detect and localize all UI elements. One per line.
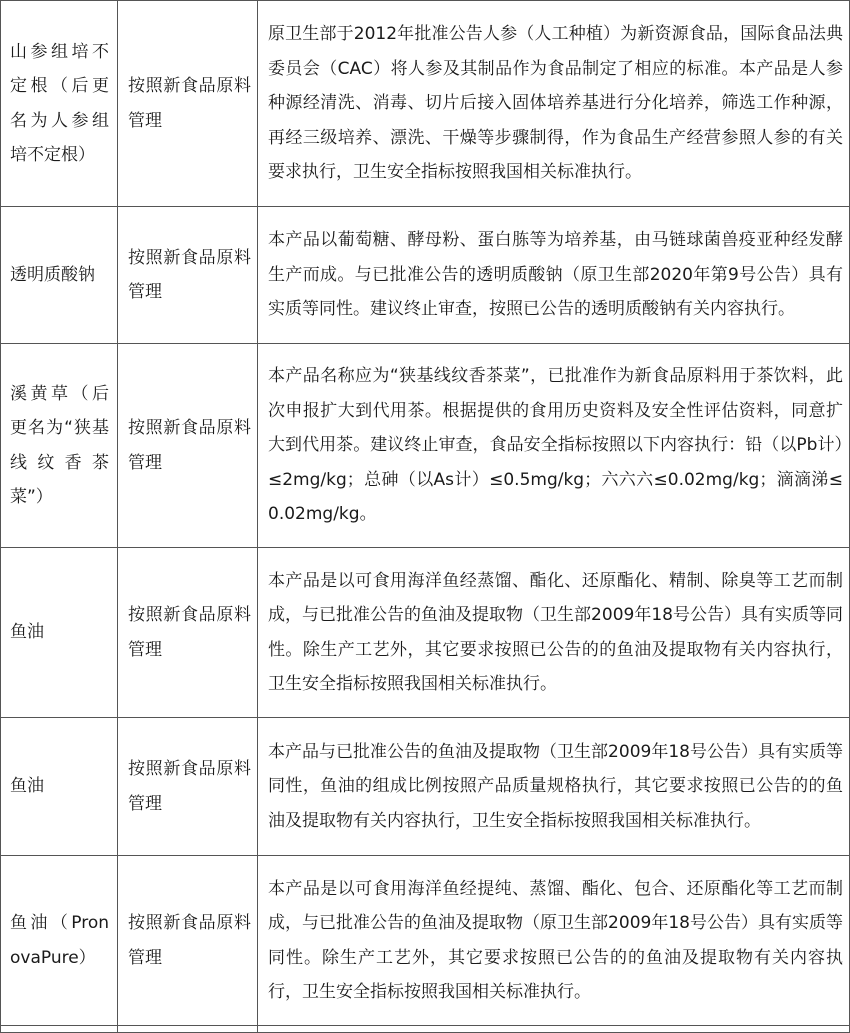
- description-cell: 本产品以葡萄糖、酵母粉、蛋白胨等为培养基，由马链球菌兽疫亚种经发酵生产而成。与已批准公告的透明质酸钠（原卫生部2020年第9号公告）具有实质等同性。建议终止审查，按照已公告的透明质酸钠有关内容执行。: [258, 207, 850, 344]
- product-name-cell: 鱼油: [1, 548, 118, 718]
- table-row: [1, 856, 850, 1026]
- description-cell: 本产品是以可食用海洋鱼经提纯、蒸馏、酯化、包合、还原酯化等工艺而制成，与已批准公告的鱼油及提取物（原卫生部2009年18号公告）具有实质等同性。除生产工艺外，其它要求按照已公告的的鱼油及提取物有关内容执行，卫生安全指标按照我国相关标准执行。: [258, 856, 850, 1026]
- product-name-cell: 透明质酸钠: [1, 207, 118, 344]
- management-cell: 按照新食品原料管理: [118, 548, 258, 718]
- management-cell: 按照新食品原料管理: [118, 856, 258, 1026]
- table-row: [1, 548, 850, 718]
- product-name-cell: 溪黄草（后更名为“狭基线纹香茶菜”）: [1, 344, 118, 548]
- description-cell: 本产品与已批准公告的鱼油及提取物（卫生部2009年18号公告）具有实质等同性，鱼油的组成比例按照产品质量规格执行，其它要求按照已公告的的鱼油及提取物有关内容执行，卫生安全指标按照我国相关标准执行。: [258, 718, 850, 856]
- management-cell: 按照新食品原料管理: [118, 344, 258, 548]
- table-row: [1, 1, 850, 207]
- description-cell: 本产品是以可食用海洋鱼经蒸馏、酯化、还原酯化、精制、除臭等工艺而制成，与已批准公告的鱼油及提取物（卫生部2009年18号公告）具有实质等同性。除生产工艺外，其它要求按照已公告的的鱼油及提取物有关内容执行，卫生安全指标按照我国相关标准执行。: [258, 548, 850, 718]
- table-row: [1, 718, 850, 856]
- product-name-cell: 山参组培不定根（后更名为人参组培不定根）: [1, 1, 118, 207]
- management-cell: 按照新食品原料管理: [118, 718, 258, 856]
- product-name-cell: 鱼油: [1, 718, 118, 856]
- product-name-cell: 鱼油（PronovaPure）: [1, 856, 118, 1026]
- description-cell: 原卫生部于2012年批准公告人参（人工种植）为新资源食品，国际食品法典委员会（CAC）将人参及其制品作为食品制定了相应的标准。本产品是人参种源经清洗、消毒、切片后接入固体培养基进行分化培养，筛选工作种源，再经三级培养、漂洗、干燥等步骤制得，作为食品生产经营参照人参的有关要求执行，卫生安全指标按照我国相关标准执行。: [258, 1, 850, 207]
- management-cell: 按照新食品原料管理: [118, 1, 258, 207]
- management-cell: 按照新食品原料管理: [118, 207, 258, 344]
- table-row: [1, 344, 850, 548]
- description-cell: 本产品名称应为“狭基线纹香茶菜”，已批准作为新食品原料用于茶饮料，此次申报扩大到代用茶。根据提供的食用历史资料及安全性评估资料，同意扩大到代用茶。建议终止审查，食品安全指标按照以下内容执行：铅（以Pb计）≤2mg/kg；总砷（以As计）≤0.5mg/kg；六六六≤0.02mg/kg；滴滴涕≤0.02mg/kg。: [258, 344, 850, 548]
- table-row: [1, 207, 850, 344]
